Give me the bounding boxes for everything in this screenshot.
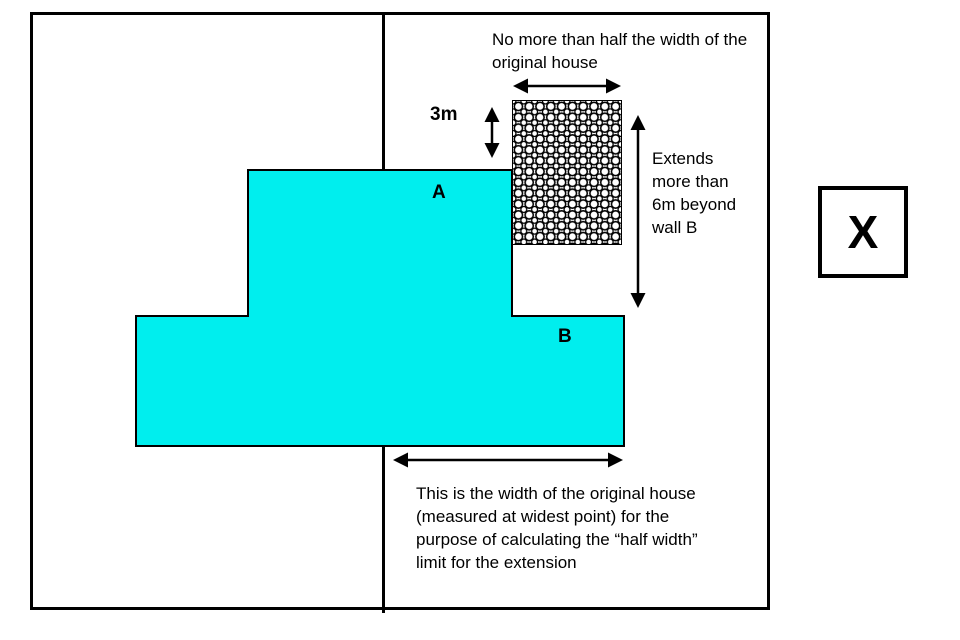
note-extension-depth: Extends more than 6m beyond wall B	[652, 149, 737, 237]
proposed-extension-block	[512, 100, 622, 245]
label-wall-a: A	[432, 182, 446, 203]
note-half-width: No more than half the width of the original house	[492, 30, 748, 72]
note-original-house-width: This is the width of the original house (measured at widest point) for the purpose of calculating the “half width” limit for the extension	[416, 484, 698, 572]
verdict-box-not-permitted	[818, 186, 908, 278]
label-height-3m: 3m	[430, 104, 458, 125]
verdict-label: X	[847, 206, 879, 258]
label-wall-b: B	[558, 326, 572, 347]
